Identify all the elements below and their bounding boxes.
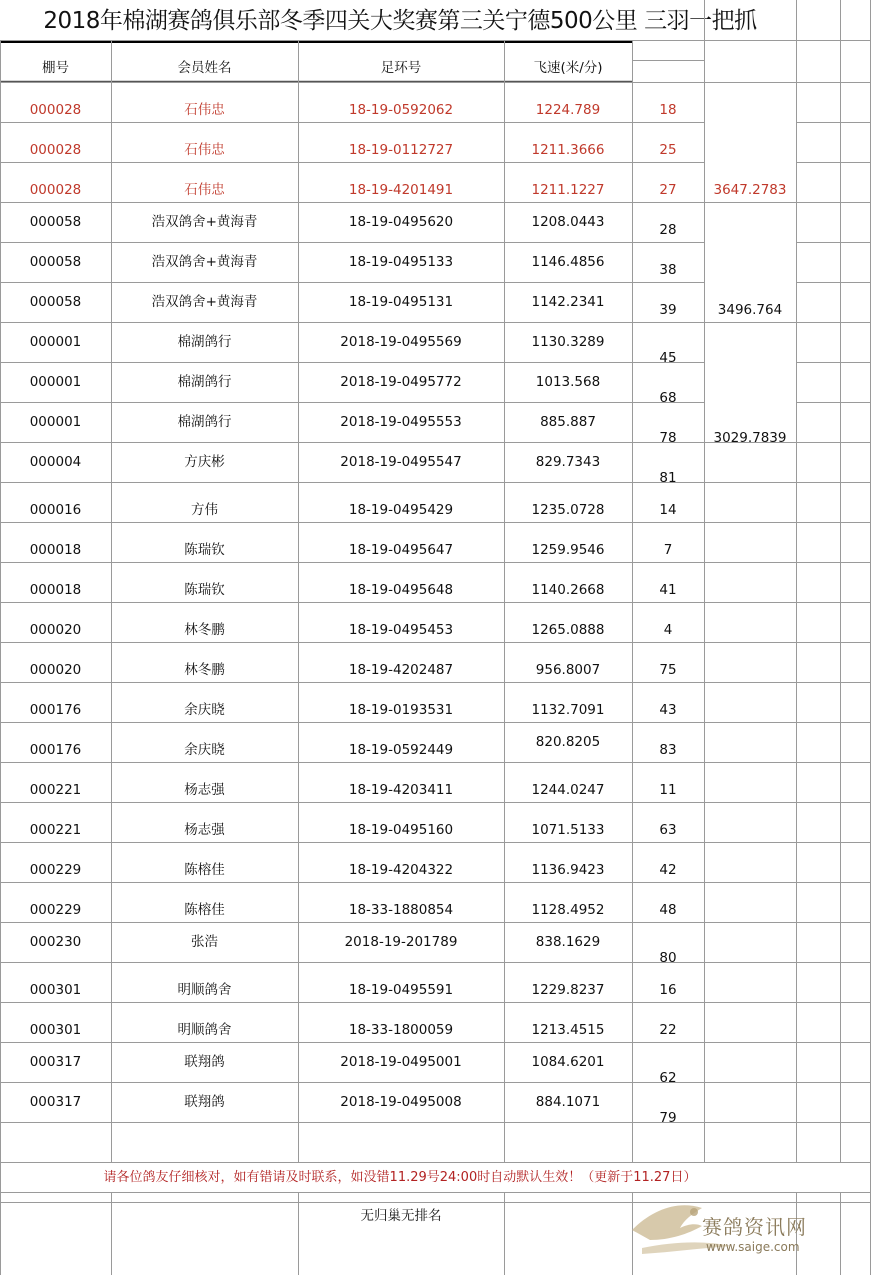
group-total-speed: 3496.764 <box>717 302 783 318</box>
row-ring-number: 18-19-4202487 <box>348 662 454 678</box>
row-speed: 1208.0443 <box>531 214 605 230</box>
row-speed: 956.8007 <box>535 662 601 678</box>
row-member-name: 联翔鸽 <box>184 1054 225 1070</box>
row-member-name: 浩双鸽舍+黄海青 <box>151 254 258 270</box>
row-ring-number: 2018-19-0495547 <box>340 454 462 470</box>
row-rank: 81 <box>659 470 677 486</box>
row-rank: 63 <box>659 822 677 838</box>
row-ring-number: 18-33-1800059 <box>348 1022 454 1038</box>
row-rank: 18 <box>659 102 677 118</box>
row-rank: 41 <box>659 582 677 598</box>
group-total-speed: 3029.7839 <box>713 430 787 446</box>
row-ring-number: 2018-19-201789 <box>344 934 458 950</box>
row-member-name: 联翔鸽 <box>184 1094 225 1110</box>
row-speed: 1259.9546 <box>531 542 605 558</box>
row-rank: 42 <box>659 862 677 878</box>
row-rank: 83 <box>659 742 677 758</box>
row-ring-number: 18-19-0592062 <box>348 102 454 118</box>
row-speed: 885.887 <box>540 414 596 430</box>
row-speed: 838.1629 <box>535 934 601 950</box>
row-rank: 4 <box>663 622 673 638</box>
row-rank: 7 <box>663 542 673 558</box>
row-ring-number: 2018-19-0495553 <box>340 414 462 430</box>
row-member-name: 余庆晓 <box>184 702 225 718</box>
row-rank: 27 <box>659 182 677 198</box>
row-speed: 884.1071 <box>535 1094 601 1110</box>
row-shed: 000018 <box>29 542 82 558</box>
row-member-name: 杨志强 <box>184 822 225 838</box>
row-ring-number: 18-19-4204322 <box>348 862 454 878</box>
row-ring-number: 2018-19-0495772 <box>340 374 462 390</box>
row-rank: 39 <box>659 302 677 318</box>
row-speed: 1265.0888 <box>531 622 605 638</box>
row-member-name: 明顺鸽舍 <box>177 1022 232 1038</box>
row-rank: 78 <box>659 430 677 446</box>
watermark-url: www.saige.com <box>706 1240 800 1254</box>
row-ring-number: 18-19-0495131 <box>348 294 454 310</box>
row-shed: 000020 <box>29 662 82 678</box>
row-ring-number: 18-19-0193531 <box>348 702 454 718</box>
group-total-speed: 3647.2783 <box>713 182 787 198</box>
row-speed: 1128.4952 <box>531 902 605 918</box>
row-shed: 000004 <box>29 454 82 470</box>
row-shed: 000058 <box>29 214 82 230</box>
row-shed: 000301 <box>29 1022 82 1038</box>
row-ring-number: 18-19-4203411 <box>348 782 454 798</box>
row-speed: 1130.3289 <box>531 334 605 350</box>
notice-text: 请各位鸽友仔细核对，如有错请及时联系，如没错11.29号24:00时自动默认生效！（更新于11.27日） <box>103 1170 697 1185</box>
row-speed: 1224.789 <box>535 102 601 118</box>
row-member-name: 林冬鹏 <box>184 622 225 638</box>
row-speed: 1071.5133 <box>531 822 605 838</box>
row-member-name: 余庆晓 <box>184 742 225 758</box>
header-ring-number: 足环号 <box>380 60 422 76</box>
row-rank: 38 <box>659 262 677 278</box>
row-member-name: 浩双鸽舍+黄海青 <box>151 294 258 310</box>
row-ring-number: 2018-19-0495569 <box>340 334 462 350</box>
row-shed: 000176 <box>29 702 82 718</box>
row-member-name: 石伟忠 <box>184 182 225 198</box>
header-member-name: 会员姓名 <box>177 60 232 76</box>
row-ring-number: 18-19-0495620 <box>348 214 454 230</box>
row-speed: 1211.1227 <box>531 182 605 198</box>
row-rank: 48 <box>659 902 677 918</box>
row-rank: 75 <box>659 662 677 678</box>
row-shed: 000058 <box>29 294 82 310</box>
row-member-name: 浩双鸽舍+黄海青 <box>151 214 258 230</box>
header-speed: 飞速(米/分) <box>533 60 603 76</box>
row-speed: 1146.4856 <box>531 254 605 270</box>
row-shed: 000001 <box>29 414 82 430</box>
row-speed: 1229.8237 <box>531 982 605 998</box>
row-member-name: 棉湖鸽行 <box>177 334 232 350</box>
row-rank: 62 <box>659 1070 677 1086</box>
row-shed: 000221 <box>29 822 82 838</box>
row-rank: 68 <box>659 390 677 406</box>
row-shed: 000028 <box>29 102 82 118</box>
row-member-name: 陈榕佳 <box>184 862 225 878</box>
row-member-name: 方伟 <box>191 502 218 518</box>
row-member-name: 石伟忠 <box>184 142 225 158</box>
row-member-name: 石伟忠 <box>184 102 225 118</box>
row-member-name: 陈瑞钦 <box>184 542 225 558</box>
row-shed: 000229 <box>29 862 82 878</box>
row-speed: 1140.2668 <box>531 582 605 598</box>
row-shed: 000301 <box>29 982 82 998</box>
watermark-text: 赛鸽资讯网 <box>702 1215 807 1239</box>
row-rank: 28 <box>659 222 677 238</box>
row-ring-number: 18-33-1880854 <box>348 902 454 918</box>
row-ring-number: 18-19-4201491 <box>348 182 454 198</box>
row-ring-number: 18-19-0495591 <box>348 982 454 998</box>
row-ring-number: 18-19-0495429 <box>348 502 454 518</box>
row-speed: 1136.9423 <box>531 862 605 878</box>
row-ring-number: 18-19-0592449 <box>348 742 454 758</box>
row-speed: 1084.6201 <box>531 1054 605 1070</box>
row-shed: 000018 <box>29 582 82 598</box>
row-speed: 1211.3666 <box>531 142 605 158</box>
row-shed: 000020 <box>29 622 82 638</box>
row-rank: 25 <box>659 142 677 158</box>
row-rank: 43 <box>659 702 677 718</box>
row-member-name: 棉湖鸽行 <box>177 374 232 390</box>
row-shed: 000176 <box>29 742 82 758</box>
row-ring-number: 18-19-0495647 <box>348 542 454 558</box>
row-member-name: 林冬鹏 <box>184 662 225 678</box>
title-underline <box>0 40 632 43</box>
row-member-name: 明顺鸽舍 <box>177 982 232 998</box>
row-member-name: 陈榕佳 <box>184 902 225 918</box>
row-member-name: 棉湖鸽行 <box>177 414 232 430</box>
row-speed: 1142.2341 <box>531 294 605 310</box>
row-speed: 1013.568 <box>535 374 601 390</box>
row-shed: 000317 <box>29 1094 82 1110</box>
row-rank: 14 <box>659 502 677 518</box>
row-rank: 16 <box>659 982 677 998</box>
row-shed: 000221 <box>29 782 82 798</box>
row-speed: 1132.7091 <box>531 702 605 718</box>
row-shed: 000016 <box>29 502 82 518</box>
row-shed: 000058 <box>29 254 82 270</box>
row-ring-number: 2018-19-0495001 <box>340 1054 462 1070</box>
row-ring-number: 18-19-0495160 <box>348 822 454 838</box>
header-shed: 棚号 <box>42 60 69 76</box>
row-ring-number: 18-19-0495648 <box>348 582 454 598</box>
row-rank: 80 <box>659 950 677 966</box>
row-speed: 1213.4515 <box>531 1022 605 1038</box>
row-rank: 22 <box>659 1022 677 1038</box>
row-ring-number: 18-19-0495133 <box>348 254 454 270</box>
row-speed: 820.8205 <box>535 734 601 750</box>
row-rank: 79 <box>659 1110 677 1126</box>
row-member-name: 方庆彬 <box>184 454 225 470</box>
row-member-name: 陈瑞钦 <box>184 582 225 598</box>
row-shed: 000317 <box>29 1054 82 1070</box>
row-shed: 000230 <box>29 934 82 950</box>
row-shed: 000028 <box>29 142 82 158</box>
row-rank: 45 <box>659 350 677 366</box>
page-title: 2018年棉湖赛鸽俱乐部冬季四关大奖赛第三关宁德500公里 三羽一把抓 <box>43 8 757 34</box>
row-ring-number: 2018-19-0495008 <box>340 1094 462 1110</box>
row-shed: 000229 <box>29 902 82 918</box>
row-speed: 829.7343 <box>535 454 601 470</box>
no-return-note: 无归巢无排名 <box>360 1208 442 1224</box>
row-member-name: 张浩 <box>191 934 218 950</box>
row-speed: 1235.0728 <box>531 502 605 518</box>
row-ring-number: 18-19-0112727 <box>348 142 454 158</box>
row-shed: 000001 <box>29 334 82 350</box>
row-shed: 000028 <box>29 182 82 198</box>
row-ring-number: 18-19-0495453 <box>348 622 454 638</box>
row-member-name: 杨志强 <box>184 782 225 798</box>
row-speed: 1244.0247 <box>531 782 605 798</box>
row-shed: 000001 <box>29 374 82 390</box>
row-rank: 11 <box>659 782 677 798</box>
